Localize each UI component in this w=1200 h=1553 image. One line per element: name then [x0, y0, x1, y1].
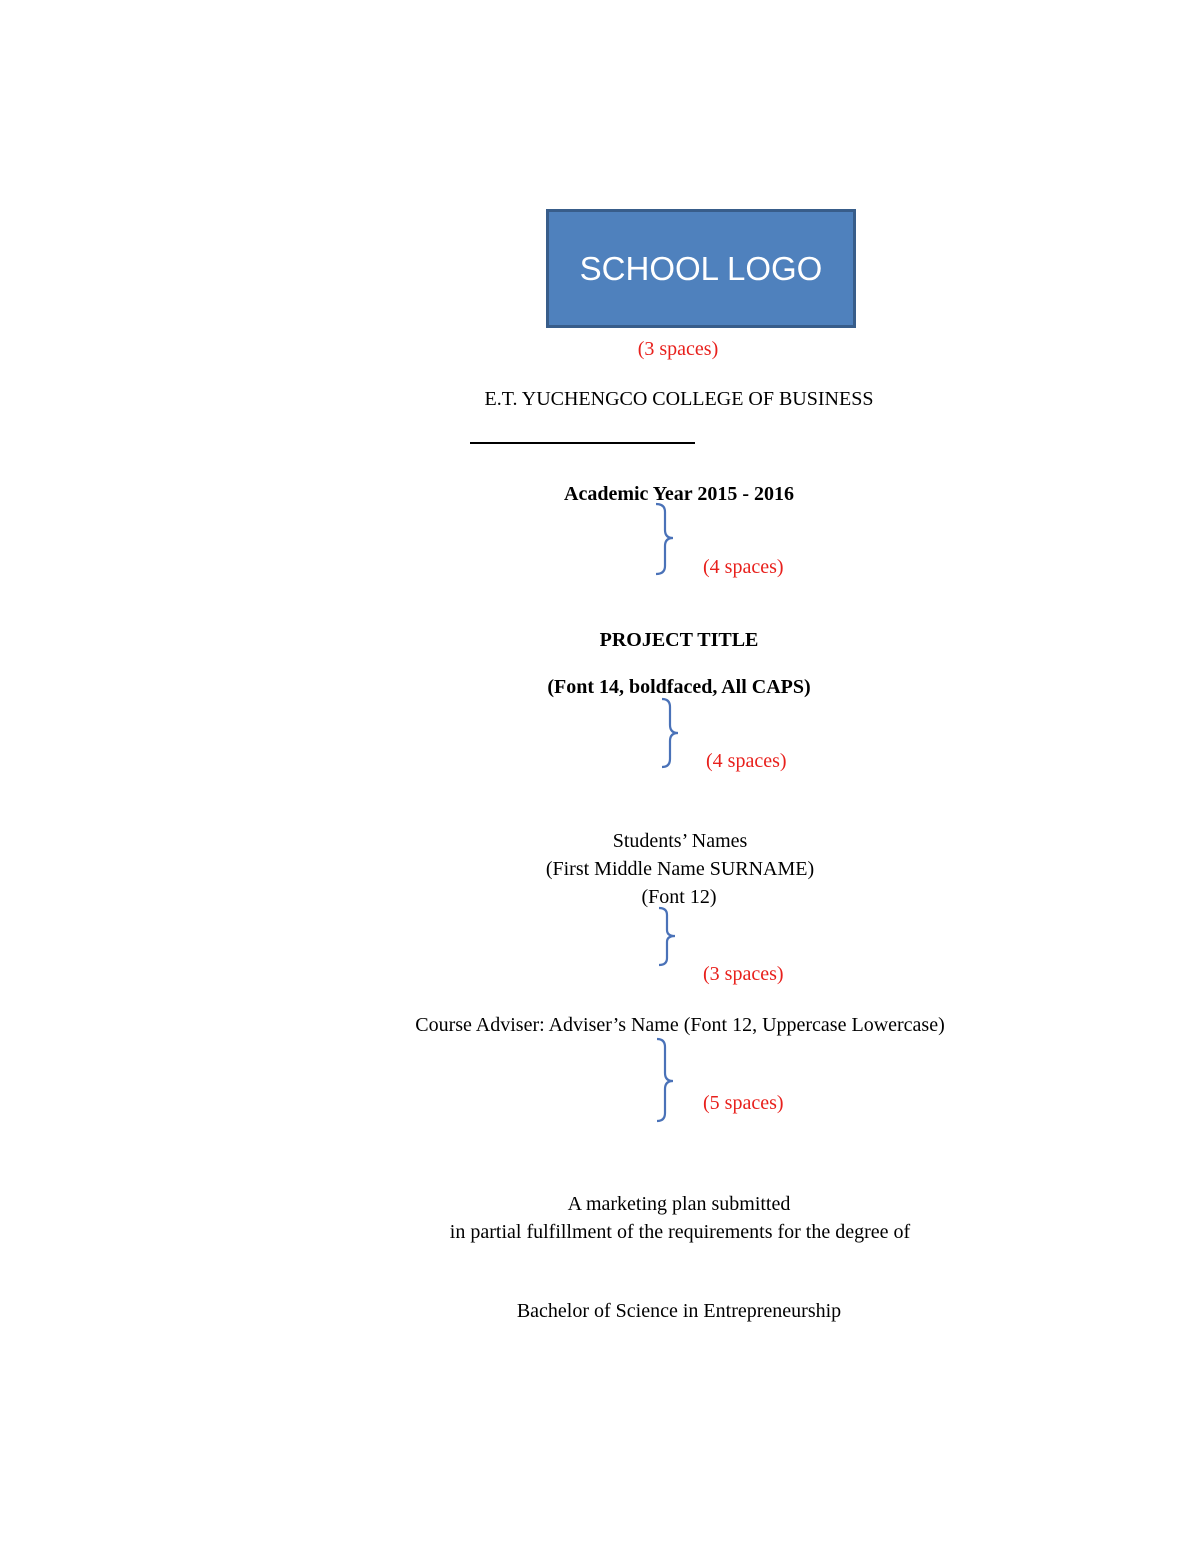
students-name-format: (First Middle Name SURNAME) [545, 858, 815, 880]
spacing-brace-3 [656, 906, 686, 968]
spacing-note-after-logo: (3 spaces) [637, 338, 719, 360]
title-format-note: (Font 14, boldfaced, All CAPS) [547, 676, 811, 698]
spacing-brace-4 [654, 1037, 684, 1127]
spacing-brace-2 [658, 697, 688, 771]
submission-line-2: in partial fulfillment of the requirements for the degree of [449, 1221, 911, 1243]
students-font-note: (Font 12) [641, 886, 717, 908]
project-title: PROJECT TITLE [599, 629, 759, 651]
degree-name: Bachelor of Science in Entrepreneurship [516, 1300, 842, 1322]
spacing-note-after-year: (4 spaces) [703, 556, 784, 578]
spacing-note-after-students: (3 spaces) [703, 963, 784, 985]
spacing-note-after-adviser: (5 spaces) [703, 1092, 784, 1114]
college-name: E.T. YUCHENGCO COLLEGE OF BUSINESS [484, 388, 874, 410]
academic-year: Academic Year 2015 - 2016 [564, 483, 794, 505]
spacing-brace-1 [650, 502, 680, 578]
students-names: Students’ Names [612, 830, 748, 852]
school-logo-label: SCHOOL LOGO [579, 249, 823, 287]
spacing-note-after-title: (4 spaces) [706, 750, 787, 772]
course-adviser: Course Adviser: Adviser’s Name (Font 12, Uppercase Lowercase) [415, 1014, 945, 1036]
college-underline [470, 442, 695, 444]
submission-line-1: A marketing plan submitted [567, 1193, 791, 1215]
school-logo-placeholder [546, 209, 856, 328]
